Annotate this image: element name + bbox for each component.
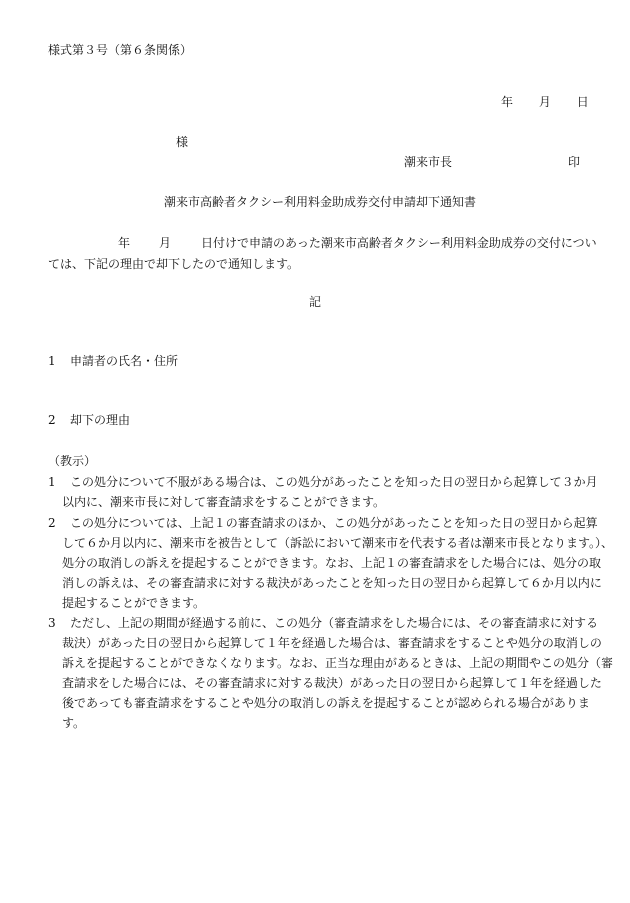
notice-item-number: 2	[48, 516, 56, 530]
document-title: 潮来市高齢者タクシー利用料金助成券交付申請却下通知書	[164, 195, 477, 209]
item-2-number: 2	[48, 413, 56, 427]
notice-item-number: 1	[48, 475, 56, 489]
date-line	[501, 96, 589, 108]
notice-line: して６か月以内に、潮来市を被告として（訴訟において潮来市を代表する者は潮来市長となります。）、	[62, 536, 614, 550]
seal-mark: 印	[568, 155, 581, 169]
notice-heading: （教示）	[48, 454, 97, 468]
notice-line: 以内に、潮来市長に対して審査請求をすることができます。	[62, 495, 386, 509]
notice-line: この処分について不服がある場合は、この処分があったことを知った日の翌日から起算して３か月	[70, 475, 598, 489]
item-1-number: 1	[48, 354, 56, 368]
item-2-label: 却下の理由	[70, 413, 131, 427]
notice-line: 裁決）があった日の翌日から起算して１年を経過した場合は、審査請求をすることや処分の取消しの	[62, 636, 602, 650]
notice-line: 提起することができます。	[62, 596, 206, 610]
body-year-label: 年	[118, 236, 131, 250]
date-month-label: 月	[538, 95, 551, 109]
date-year-label: 年	[501, 95, 514, 109]
ki-heading: 記	[309, 295, 322, 309]
notice-line: この処分については、上記１の審査請求のほか、この処分があったことを知った日の翌日から起算	[70, 516, 598, 530]
date-day-label: 日	[576, 95, 589, 109]
form-label: 様式第３号（第６条関係）	[48, 43, 193, 57]
notice-line: 査請求をした場合には、その審査請求に対する裁決）があった日の翌日から起算して１年を経過した	[62, 676, 602, 690]
item-1-label: 申請者の氏名・住所	[70, 354, 179, 368]
addressee-suffix: 様	[176, 135, 189, 149]
notice-line: す。	[62, 716, 86, 730]
notice-line: 訴えを提起することができなくなります。なお、正当な理由があるときは、上記の期間やこの処分（審	[62, 656, 614, 670]
notice-line: 消しの訴えは、その審査請求に対する裁決があったことを知った日の翌日から起算して６か月以内に	[62, 576, 602, 590]
issuer-title: 潮来市長	[404, 155, 453, 169]
body-line-1: 日付けで申請のあった潮来市高齢者タクシー利用料金助成券の交付につい	[201, 236, 597, 250]
body-month-label: 月	[159, 236, 172, 250]
notice-item-number: 3	[48, 616, 56, 630]
notice-line: 後であっても審査請求をすることや処分の取消しの訴えを提起することが認められる場合がありま	[62, 696, 590, 710]
notice-line: 処分の取消しの訴えを提起することができます。なお、上記１の審査請求をした場合には、処分の取	[62, 556, 602, 570]
notice-line: ただし、上記の期間が経過する前に、この処分（審査請求をした場合には、その審査請求に対する	[70, 616, 599, 630]
body-line-2: ては、下記の理由で却下したので通知します。	[48, 257, 300, 271]
